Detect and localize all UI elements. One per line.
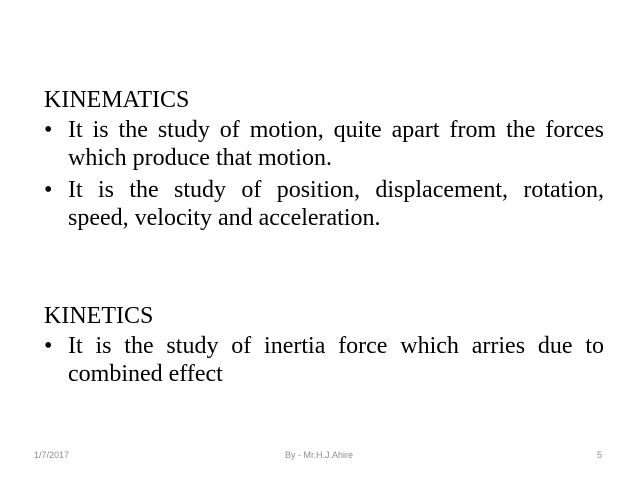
bullet-list: [44, 332, 604, 388]
section-kinetics: [44, 302, 604, 392]
bullet-text: It is the study of motion, quite apart from the forces which produce that motion.: [68, 117, 604, 171]
section-heading: KINEMATICS: [44, 87, 190, 113]
bullet-dot-icon: •: [44, 333, 53, 359]
bullet-dot-icon: •: [44, 117, 53, 143]
bullet-item: [44, 176, 604, 232]
section-kinematics: [44, 86, 604, 236]
bullet-text: It is the study of position, displacement, rotation, speed, velocity and acceleration.: [68, 177, 604, 231]
bullet-text: It is the study of inertia force which arries due to combined effect: [68, 333, 604, 387]
bullet-dot-icon: •: [44, 177, 53, 203]
footer-author: By - Mr.H.J.Ahire: [284, 450, 353, 460]
bullet-list: [44, 116, 604, 232]
footer-page-number: 5: [596, 450, 602, 460]
bullet-item: [44, 116, 604, 172]
section-heading: KINETICS: [44, 303, 154, 329]
footer-date: 1/7/2017: [34, 450, 70, 460]
bullet-item: [44, 332, 604, 388]
